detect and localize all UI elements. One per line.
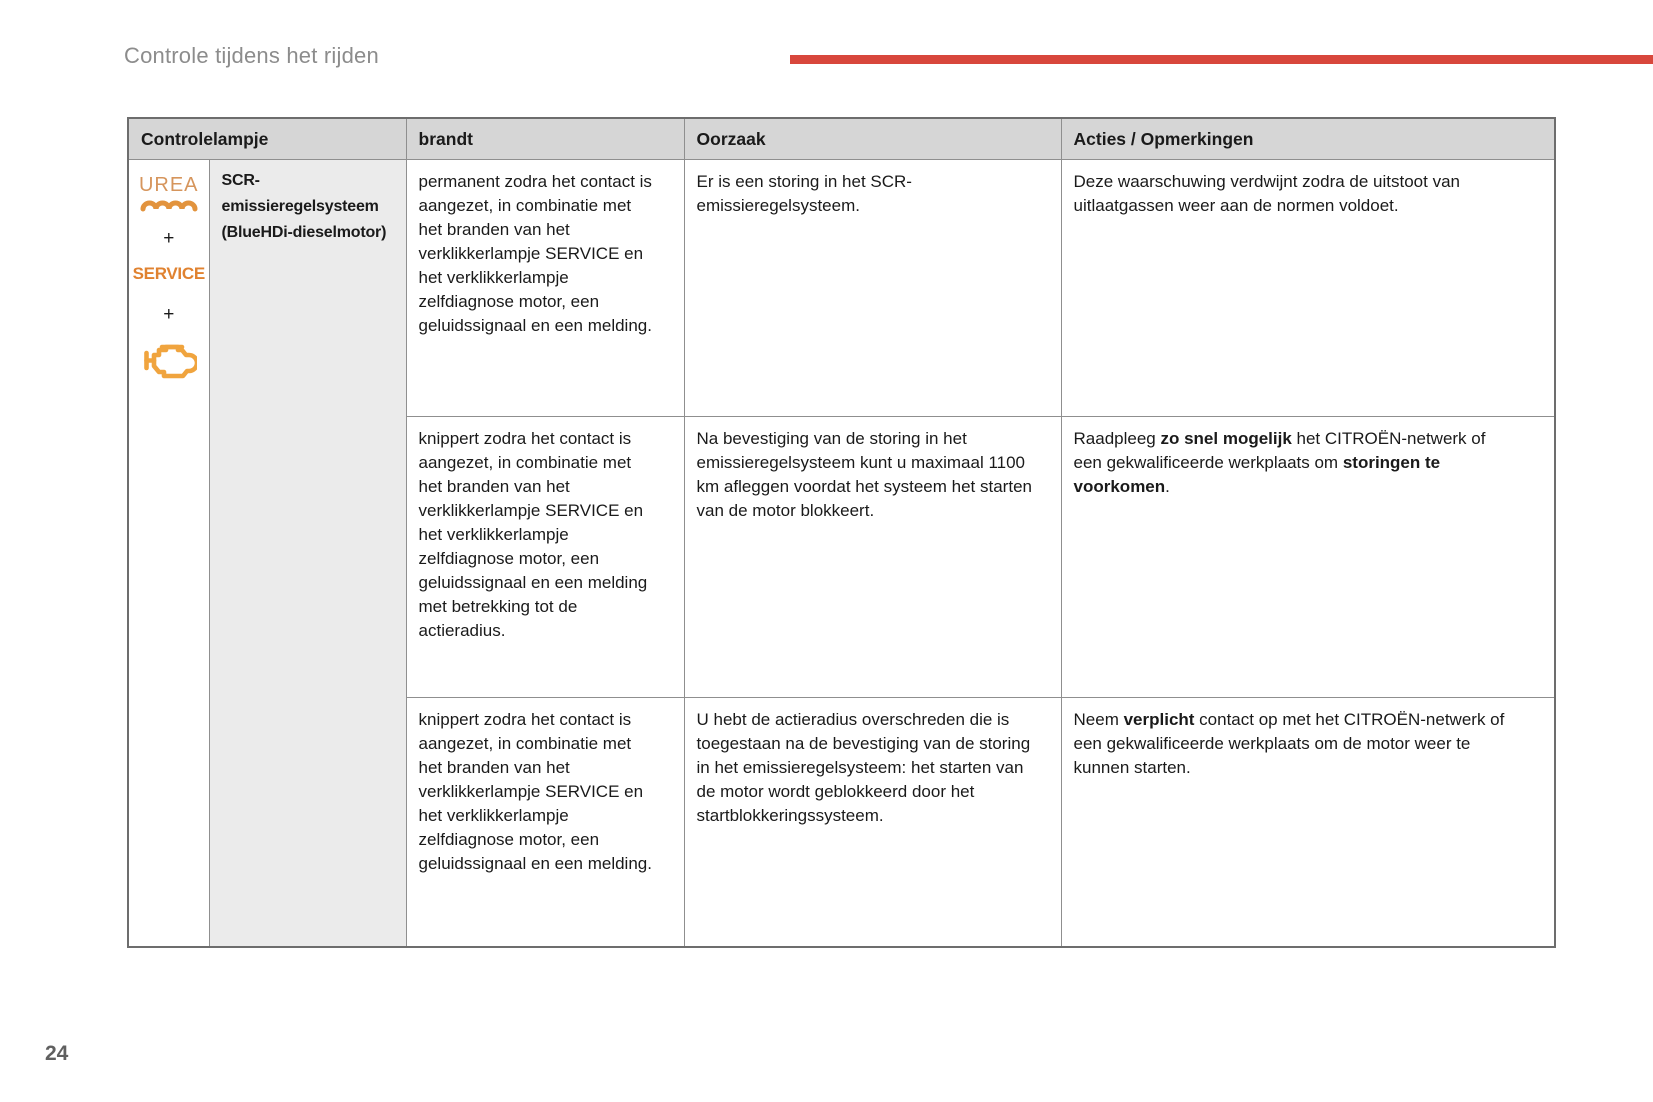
- plus-sign: +: [163, 228, 175, 249]
- warning-lamp-icon-stack: [133, 174, 205, 383]
- brandt-cell-row2: knippert zodra het contact is aangezet, in combinatie met het branden van het verklikkerlampje SERVICE en het verklikkerlampje zelfdiagnose motor, een geluidssignaal en een melding met betrekking tot de actieradius.: [406, 417, 684, 698]
- urea-lamp-label: UREA: [138, 174, 199, 196]
- acties-cell-row2: Raadpleeg zo snel mogelijk het CITROËN-netwerk of een gekwalificeerde werkplaats om storingen te voorkomen.: [1061, 417, 1555, 698]
- page-number: 24: [45, 1042, 69, 1065]
- acties-cell-row3: Neem verplicht contact op met het CITROËN-netwerk of een gekwalificeerde werkplaats om de motor weer te kunnen starten.: [1061, 698, 1555, 948]
- engine-warning-icon: [141, 338, 197, 383]
- oorzaak-cell-row3: U hebt de actieradius overschreden die is toegestaan na de bevestiging van de storing in het emissieregelsysteem: het starten van de motor wordt geblokkeerd door het startblokkeringssysteem.: [684, 698, 1061, 948]
- oorzaak-cell-row1: Er is een storing in het SCR-emissieregelsysteem.: [684, 160, 1061, 417]
- brandt-cell-row1: permanent zodra het contact is aangezet, in combinatie met het branden van het verklikkerlampje SERVICE en het verklikkerlampje zelfdiagnose motor, een geluidssignaal en een melding.: [406, 160, 684, 417]
- warning-lamp-icon-cell: [128, 160, 209, 948]
- acties-cell-row1: Deze waarschuwing verdwijnt zodra de uitstoot van uitlaatgassen weer aan de normen voldoet.: [1061, 160, 1555, 417]
- column-header-oorzaak: Oorzaak: [684, 118, 1061, 160]
- oorzaak-cell-row2: Na bevestiging van de storing in het emissieregelsysteem kunt u maximaal 1100 km afleggen voordat het systeem het starten van de motor blokkeert.: [684, 417, 1061, 698]
- brandt-cell-row3: knippert zodra het contact is aangezet, in combinatie met het branden van het verklikkerlampje SERVICE en het verklikkerlampje zelfdiagnose motor, een geluidssignaal en een melding.: [406, 698, 684, 948]
- lamp-system-label: SCR-emissieregelsysteem (BlueHDi-dieselmotor): [209, 160, 406, 948]
- table-header-row: [128, 118, 1555, 160]
- column-header-controlelampje: Controlelampje: [128, 118, 406, 160]
- table-row: [128, 160, 1555, 417]
- column-header-acties: Acties / Opmerkingen: [1061, 118, 1555, 160]
- accent-bar: [790, 55, 1653, 64]
- warning-lamp-table: [127, 117, 1556, 948]
- page-title: Controle tijdens het rijden: [124, 43, 379, 68]
- urea-wave-icon: [140, 198, 198, 212]
- column-header-brandt: brandt: [406, 118, 684, 160]
- plus-sign: +: [163, 304, 175, 325]
- service-lamp-label: SERVICE: [132, 264, 205, 283]
